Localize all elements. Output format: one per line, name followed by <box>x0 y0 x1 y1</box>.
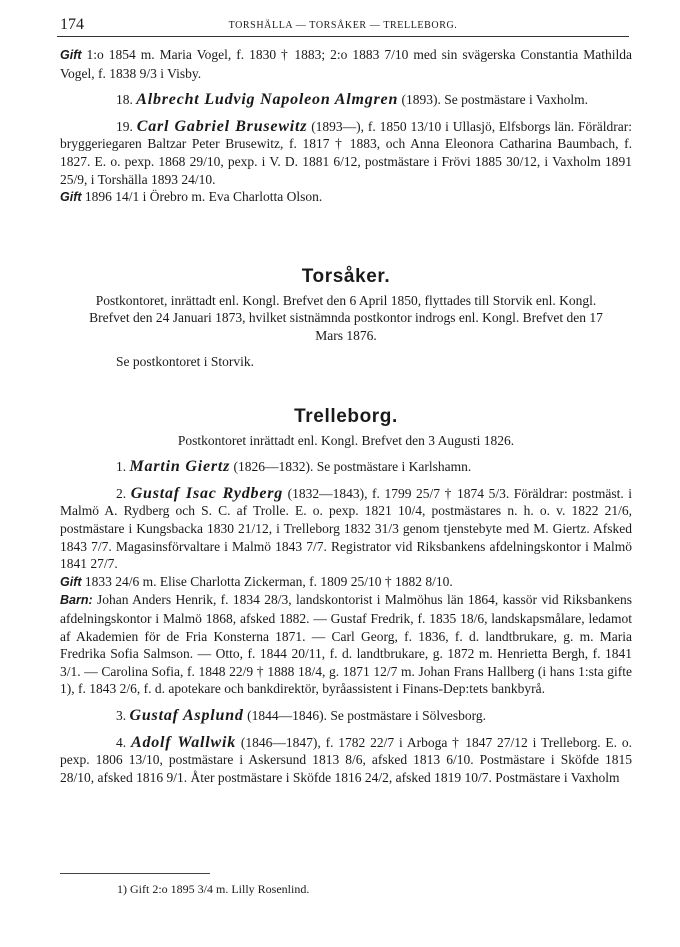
gift-entry-17 <box>60 46 632 82</box>
torsaker-section <box>60 268 632 371</box>
section-title-torsaker: Torsåker. <box>301 266 391 287</box>
page-number: 174 <box>60 16 84 33</box>
entry-1 <box>60 458 632 476</box>
gift-label: Gift <box>60 48 82 62</box>
person-name: Carl Gabriel Brusewitz <box>136 117 308 135</box>
trelleborg-section <box>60 408 632 786</box>
entry-text: (1826—1832). Se postmästare i Karlshamn. <box>233 459 472 475</box>
entry-text: (1893). Se postmästare i Vaxholm. <box>401 92 589 108</box>
gift-entry-19 <box>60 188 632 207</box>
torsaker-intro: Postkontoret, inrättadt enl. Kongl. Brefvet den 6 April 1850, flyttades till Storvik enl. Kongl. Brefvet den 24 Januari 1873, hvilket sistnämnda postkontor indrogs enl. Kongl. Brefvet den 17 Mars 1876. <box>89 292 603 343</box>
gift-text: 1833 24/6 m. Elise Charlotta Zickerman, f. 1809 25/10 † 1882 8/10. <box>84 573 453 589</box>
section-title-trelleborg: Trelleborg. <box>294 406 398 427</box>
entry-18 <box>60 91 632 109</box>
gift-entry-2 <box>60 573 632 592</box>
person-name: Gustaf Asplund <box>129 706 244 724</box>
entry-number: 2. <box>116 485 127 501</box>
person-name: Gustaf Isac Rydberg <box>130 484 284 502</box>
entry-2 <box>60 485 632 573</box>
entry-19 <box>60 118 632 188</box>
torshalla-continuation <box>60 46 632 207</box>
entry-number: 3. <box>116 707 127 723</box>
footnote-divider <box>60 873 210 874</box>
footnote: 1) Gift 2:o 1895 3/4 m. Lilly Rosenlind. <box>117 882 310 896</box>
entry-text: (1846—1847), f. 1782 22/7 i Arboga † 1847 27/12 i Trelleborg. E. o. pexp. 1806 13/10, postmästare i Askersund 1813 8/6, afsked 1813 6/10. Postmästare i Sköfde 1815 28/10, afsked 1816 9/1. Åter postmästare i Sköfde 1816 24/2, afsked 1819 10/7. Postmästare i Vaxholm <box>60 734 633 785</box>
entry-text: (1832—1843), f. 1799 25/7 † 1874 5/3. Föräldrar: postmäst. i Malmö A. Rydberg och S. C. af Trolle. E. o. pexp. 1821 10/4, postmästares n. h. o. v. 1822 21/6, postmästare i Kungsbacka 1830 21/12, i Trelleborg 1832 31/3 genom tjenstebyte med M. Giertz. Afsked 1843 7/7. Magasinsförvaltare i Malmö 1843 7/7. Registrator vid Riksbankens afdelningskontor i Malmö 1841 27/7. <box>60 485 632 572</box>
entry-number: 19. <box>116 118 133 134</box>
entry-3 <box>60 707 632 725</box>
page-header <box>57 14 629 37</box>
gift-text: 1:o 1854 m. Maria Vogel, f. 1830 † 1883; 2:o 1883 7/10 med sin svägerska Constantia Mathilda Vogel, f. 1838 9/3 i Visby. <box>60 47 633 81</box>
entry-number: 1. <box>116 459 127 475</box>
barn-entry <box>60 591 632 698</box>
barn-label: Barn: <box>60 593 93 608</box>
gift-label: Gift <box>60 574 82 589</box>
entry-4 <box>60 734 632 787</box>
person-name: Martin Giertz <box>129 458 231 476</box>
entry-text: (1893—), f. 1850 13/10 i Ullasjö, Elfsborgs län. Föräldrar: bryggeriegaren Baltzar Peter Brusewitz, f. 1817 † 1883, och Anna Eleonora Catharina Baumbach, f. 1827. E. o. pexp. 1868 29/10, pexp. i V. D. 1881 6/12, postmästare i Frövi 1885 30/12, i Vaxholm 1891 25/9, i Torshälla 1893 24/10. <box>60 118 632 187</box>
torsaker-note: Se postkontoret i Storvik. <box>116 354 254 370</box>
person-name: Albrecht Ludvig Napoleon Almgren <box>136 91 399 109</box>
entry-number: 4. <box>116 734 127 750</box>
entry-text: (1844—1846). Se postmästare i Sölvesborg. <box>247 707 487 723</box>
gift-text: 1896 14/1 i Örebro m. Eva Charlotta Olson. <box>84 189 323 205</box>
trelleborg-intro: Postkontoret inrättadt enl. Kongl. Brefvet den 3 Augusti 1826. <box>177 432 515 448</box>
running-head: TORSHÄLLA — TORSÅKER — TRELLEBORG. <box>228 20 458 31</box>
barn-text: Johan Anders Henrik, f. 1834 28/3, landskontorist i Malmöhus län 1864, kassör vid Riksbankens afdelningskontor i Malmö 1868, afsked 1882. — Gustaf Fredrik, f. 1835 18/6, landskapsmålare, ledamot af Akademien för de Fria Konsterna 1871. — Carl Georg, f. 1836, f. d. landtbrukare, g. m. Maria Fredrika Sofia Salmson. — Otto, f. 1844 20/11, f. d. landtbrukare, g. 1872 m. Henrietta Bergh, f. 1841 3/1. — Carolina Sofia, f. 1848 22/9 † 1888 18/4, g. 1871 12/7 m. Johan Frans Hallberg (i hans 1:sta gifte 1), f. 1843 2/6, f. d. apotekare och bankdirektör, byråassistent i Finans-Dep:tets bankbyrå. <box>60 592 633 697</box>
gift-label: Gift <box>60 190 82 205</box>
person-name: Adolf Wallwik <box>130 733 237 751</box>
entry-number: 18. <box>116 92 133 108</box>
